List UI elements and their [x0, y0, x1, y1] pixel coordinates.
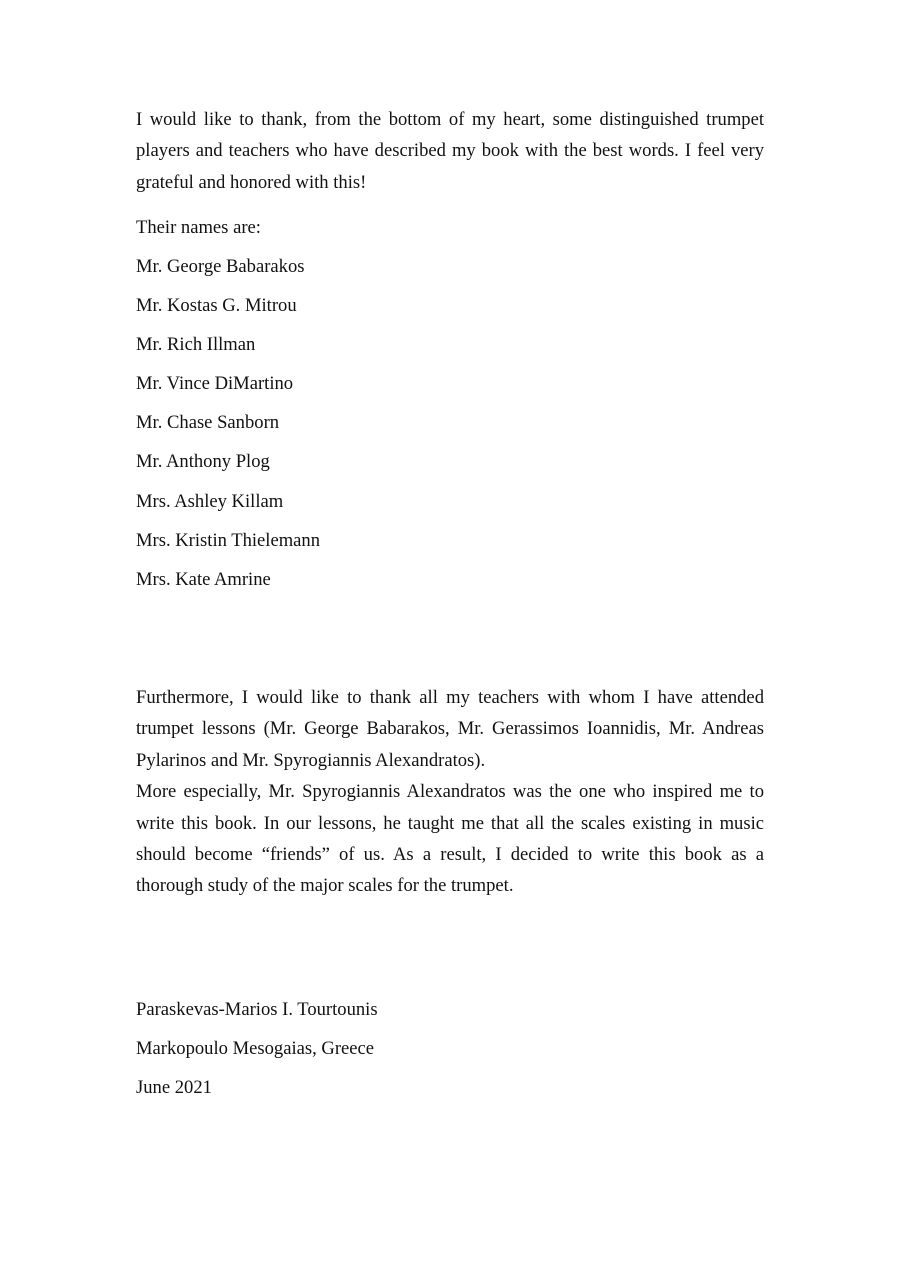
author-name: Paraskevas-Marios I. Tourtounis	[136, 999, 378, 1020]
author-location: Markopoulo Mesogaias, Greece	[136, 1038, 375, 1060]
names-list	[136, 251, 320, 603]
names-heading: Their names are:	[136, 217, 261, 238]
list-item: Mrs. Kate Amrine	[136, 568, 271, 590]
inspiration-paragraph: More especially, Mr. Spyrogiannis Alexandratos was the one who inspired me to write this book. In our lessons, he taught me that all the scales existing in music should become “friends” of us. As a result, I decided to write this book as a thorough study of the major scales for the trumpet.	[136, 781, 764, 897]
teachers-paragraph: Furthermore, I would like to thank all my teachers with whom I have attended trumpet lessons (Mr. George Babarakos, Mr. Gerassimos Ioannidis, Mr. Andreas Pylarinos and Mr. Spyrogiannis Alexandratos).	[136, 687, 764, 771]
teachers-thanks-section	[136, 682, 764, 902]
intro-paragraph: I would like to thank, from the bottom of my heart, some distinguished trumpet players and teachers who have described my book with the best words. I feel very grateful and honored with this!	[136, 109, 764, 193]
list-item: Mr. Rich Illman	[136, 334, 256, 356]
list-item: Mr. Vince DiMartino	[136, 373, 294, 395]
list-item: Mrs. Kristin Thielemann	[136, 529, 321, 551]
list-item: Mr. Chase Sanborn	[136, 412, 280, 434]
list-item: Mr. Kostas G. Mitrou	[136, 295, 297, 317]
signature-date: June 2021	[136, 1077, 212, 1099]
list-item: Mr. Anthony Plog	[136, 451, 270, 473]
list-item: Mrs. Ashley Killam	[136, 490, 284, 512]
signature-block	[136, 994, 378, 1111]
document-page	[136, 0, 764, 1274]
list-item: Mr. George Babarakos	[136, 256, 305, 277]
